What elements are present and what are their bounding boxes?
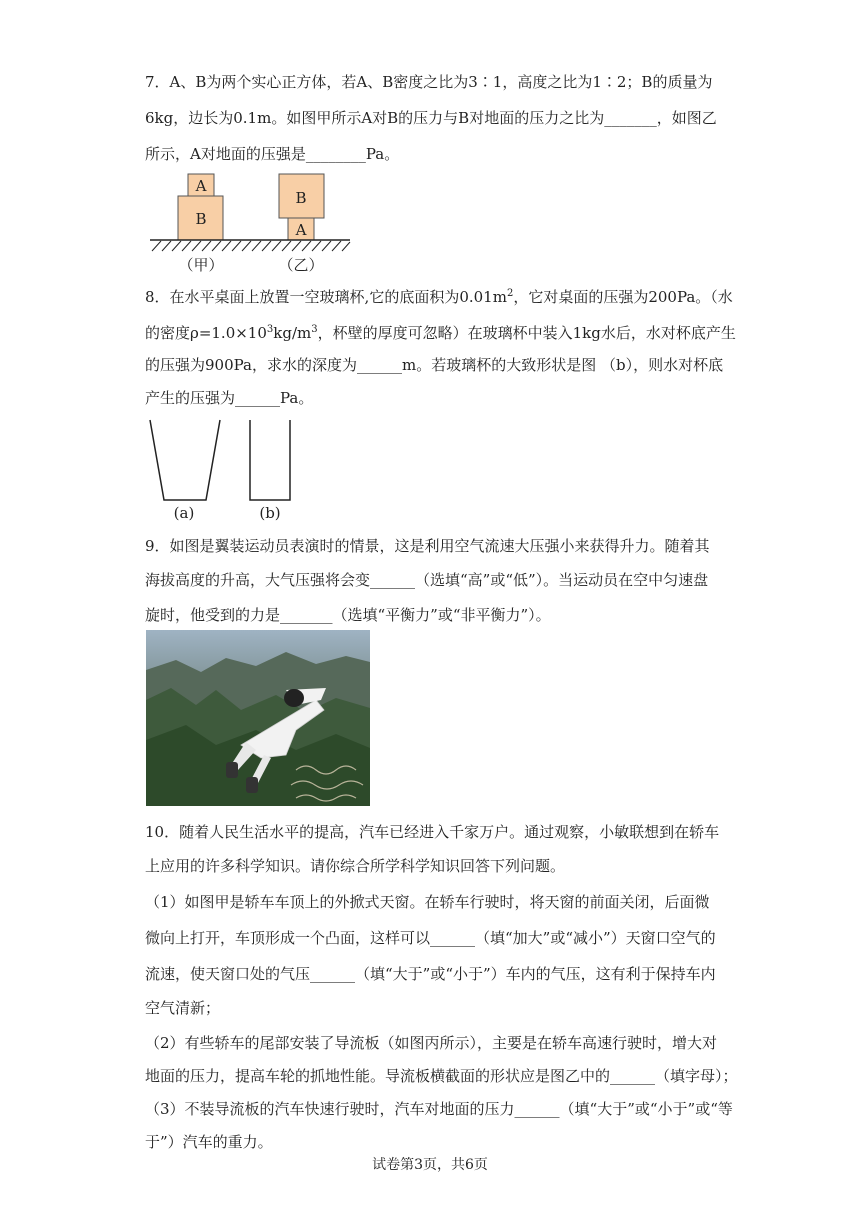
page-footer: 试卷第3页，共6页: [372, 1157, 488, 1173]
q8-figure: [146, 418, 296, 524]
block-b-jia-label: B: [195, 210, 207, 228]
q8-line-2: 的密度$\rho=1.0\times 10^3kg/m^3$，杯壁的厚度可忽略）在玻璃杯中装入1kg水后，水对杯底产生: [145, 324, 736, 342]
q10-line-5: 流速，使天窗口处的气压______（填“大于”或“小于”）车内的气压，这有利于保持车内: [145, 965, 716, 983]
ground-hatching: [152, 241, 350, 251]
q10-line-3: （1）如图甲是轿车车顶上的外掀式天窗。在轿车行驶时，将天窗的前面关闭，后面微: [145, 893, 710, 911]
q7-line-3: 所示，A对地面的压强是________Pa。: [145, 145, 400, 163]
q10-line-6: 空气清新；: [145, 999, 221, 1017]
q10-line-4: 微向上打开，车顶形成一个凸面，这样可以______（填“加大”或“减小”）天窗口空气的: [145, 929, 716, 947]
q8-line-4: 产生的压强为______Pa。: [145, 389, 314, 407]
q10-line-8: 地面的压力，提高车轮的抓地性能。导流板横截面的形状应是图乙中的______（填字母）；: [145, 1067, 738, 1085]
q10-line-1: 10．随着人民生活水平的提高，汽车已经进入千家万户。通过观察，小敏联想到在轿车: [145, 823, 720, 841]
block-a-yi-label: A: [295, 221, 307, 239]
q8-line-3: 的压强为900Pa，求水的深度为______m。若玻璃杯的大致形状是图 （b），则水对杯底: [145, 356, 724, 374]
q7-line-2: 6kg，边长为0.1m。如图甲所示A对B的压力与B对地面的压力之比为_______，如图乙: [145, 109, 717, 127]
cup-b: [250, 420, 290, 500]
q9-line-1: 9．如图是翼装运动员表演时的情景，这是利用空气流速大压强小来获得升力。随着其: [145, 537, 710, 555]
q7-line-1: 7．A、B为两个实心正方体，若A、B密度之比为3∶1，高度之比为1∶2；B的质量为: [145, 73, 713, 91]
caption-yi: （乙）: [278, 256, 324, 274]
q10-line-10: 于”）汽车的重力。: [145, 1133, 273, 1151]
q9-line-3: 旋时，他受到的力是_______（选填“平衡力”或“非平衡力”）。: [145, 606, 551, 624]
caption-jia: （甲）: [178, 256, 224, 274]
q10-line-9: （3）不装导流板的汽车快速行驶时，汽车对地面的压力______（填“大于”或“小于”或“等: [145, 1100, 733, 1118]
block-a-jia-label: A: [195, 177, 207, 195]
block-b-yi-label: B: [295, 189, 307, 207]
q10-line-2: 上应用的许多科学知识。请你综合所学科学知识回答下列问题。: [145, 857, 566, 875]
wingsuit-photo: [146, 630, 370, 806]
caption-a: (a): [173, 504, 195, 522]
cup-a: [150, 420, 220, 500]
caption-b: (b): [259, 504, 281, 522]
q8-line-1: 8．在水平桌面上放置一空玻璃杯,它的底面积为$0.01m^2$，它对桌面的压强为200Pa。（水: [145, 288, 733, 306]
q10-line-7: （2）有些轿车的尾部安装了导流板（如图丙所示），主要是在轿车高速行驶时，增大对: [145, 1034, 718, 1052]
q7-figure: [146, 172, 354, 274]
q9-line-2: 海拔高度的升高，大气压强将会变______（选填“高”或“低”）。当运动员在空中匀速盘: [145, 571, 709, 589]
